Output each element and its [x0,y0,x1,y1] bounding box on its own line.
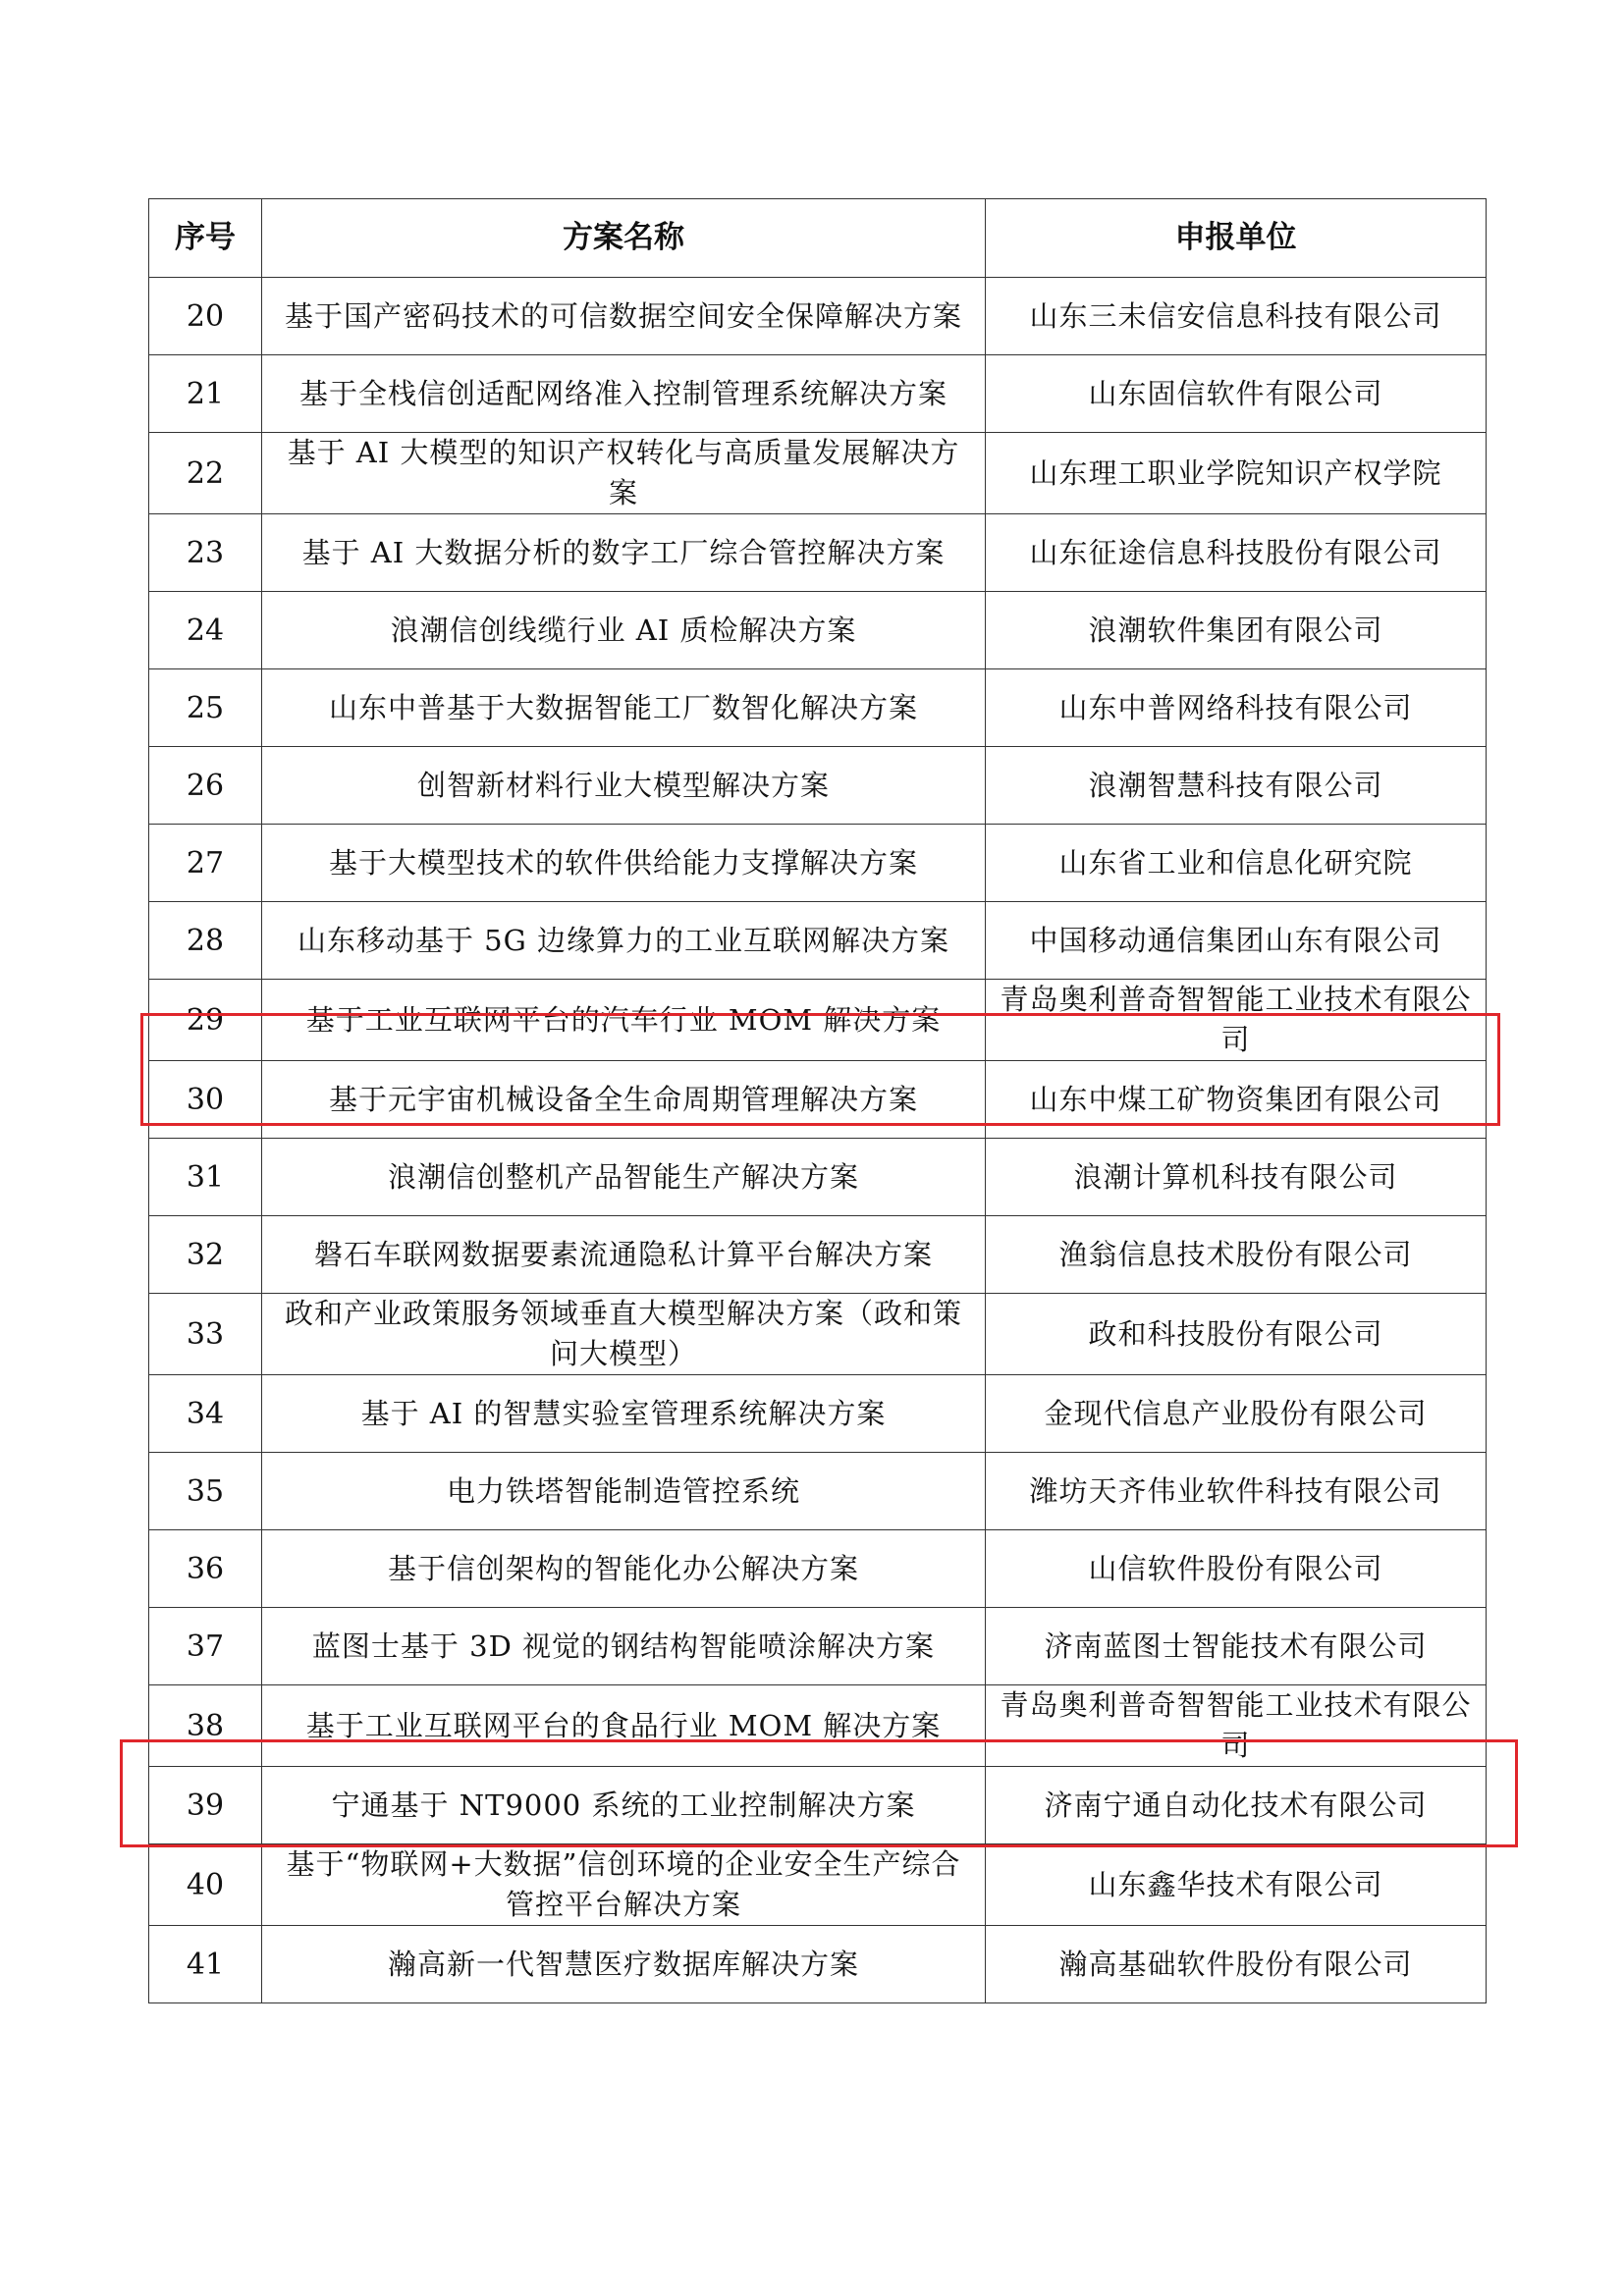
table-row [149,1926,1487,2003]
row-number: 39 [149,1767,262,1844]
row-applicant: 渔翁信息技术股份有限公司 [986,1216,1487,1294]
row-applicant: 瀚高基础软件股份有限公司 [986,1926,1487,2003]
row-solution-name: 基于工业互联网平台的食品行业 MOM 解决方案 [262,1685,986,1767]
table-row [149,433,1487,514]
row-applicant: 中国移动通信集团山东有限公司 [986,902,1487,980]
row-solution-name: 浪潮信创线缆行业 AI 质检解决方案 [262,592,986,669]
table-row [149,1608,1487,1685]
row-number: 40 [149,1844,262,1926]
table-row [149,1139,1487,1216]
row-applicant: 山东三未信安信息科技有限公司 [986,278,1487,355]
row-number: 25 [149,669,262,747]
row-applicant: 济南宁通自动化技术有限公司 [986,1767,1487,1844]
row-number: 28 [149,902,262,980]
row-applicant: 山东省工业和信息化研究院 [986,825,1487,902]
header-applicant: 申报单位 [986,199,1487,278]
row-solution-name: 山东中普基于大数据智能工厂数智化解决方案 [262,669,986,747]
table-row [149,514,1487,592]
row-applicant: 山东理工职业学院知识产权学院 [986,433,1487,514]
header-solution-name: 方案名称 [262,199,986,278]
row-solution-name: 基于 AI 大模型的知识产权转化与高质量发展解决方案 [262,433,986,514]
row-solution-name: 基于元宇宙机械设备全生命周期管理解决方案 [262,1061,986,1139]
table-row [149,1530,1487,1608]
row-solution-name: 基于国产密码技术的可信数据空间安全保障解决方案 [262,278,986,355]
row-solution-name: 基于全栈信创适配网络准入控制管理系统解决方案 [262,355,986,433]
header-number: 序号 [149,199,262,278]
table-row [149,1375,1487,1453]
row-number: 37 [149,1608,262,1685]
row-number: 35 [149,1453,262,1530]
row-solution-name: 基于 AI 大数据分析的数字工厂综合管控解决方案 [262,514,986,592]
row-solution-name: 磐石车联网数据要素流通隐私计算平台解决方案 [262,1216,986,1294]
row-number: 33 [149,1294,262,1375]
row-number: 23 [149,514,262,592]
row-solution-name: 基于“物联网+大数据”信创环境的企业安全生产综合管控平台解决方案 [262,1844,986,1926]
table-header-row [149,199,1487,278]
row-applicant: 山东征途信息科技股份有限公司 [986,514,1487,592]
row-applicant: 浪潮智慧科技有限公司 [986,747,1487,825]
table-row [149,1685,1487,1767]
row-solution-name: 基于工业互联网平台的汽车行业 MOM 解决方案 [262,980,986,1061]
row-number: 30 [149,1061,262,1139]
table-row [149,669,1487,747]
table-row [149,278,1487,355]
table-row [149,1216,1487,1294]
table-row [149,1061,1487,1139]
row-applicant: 山东中煤工矿物资集团有限公司 [986,1061,1487,1139]
row-applicant: 浪潮计算机科技有限公司 [986,1139,1487,1216]
row-number: 24 [149,592,262,669]
row-applicant: 潍坊天齐伟业软件科技有限公司 [986,1453,1487,1530]
row-applicant: 山信软件股份有限公司 [986,1530,1487,1608]
row-number: 20 [149,278,262,355]
row-number: 22 [149,433,262,514]
table-row [149,1453,1487,1530]
row-applicant: 山东中普网络科技有限公司 [986,669,1487,747]
row-applicant: 浪潮软件集团有限公司 [986,592,1487,669]
row-applicant: 金现代信息产业股份有限公司 [986,1375,1487,1453]
row-number: 32 [149,1216,262,1294]
row-number: 36 [149,1530,262,1608]
row-solution-name: 创智新材料行业大模型解决方案 [262,747,986,825]
row-number: 21 [149,355,262,433]
row-number: 29 [149,980,262,1061]
row-solution-name: 电力铁塔智能制造管控系统 [262,1453,986,1530]
row-number: 41 [149,1926,262,2003]
table-row [149,1767,1487,1844]
table-row [149,355,1487,433]
table-row [149,1294,1487,1375]
table-row [149,980,1487,1061]
solutions-table [148,198,1487,2003]
row-number: 26 [149,747,262,825]
row-solution-name: 宁通基于 NT9000 系统的工业控制解决方案 [262,1767,986,1844]
row-number: 38 [149,1685,262,1767]
row-solution-name: 山东移动基于 5G 边缘算力的工业互联网解决方案 [262,902,986,980]
row-applicant: 青岛奥利普奇智智能工业技术有限公司 [986,1685,1487,1767]
row-solution-name: 政和产业政策服务领域垂直大模型解决方案（政和策问大模型） [262,1294,986,1375]
row-applicant: 济南蓝图士智能技术有限公司 [986,1608,1487,1685]
row-number: 31 [149,1139,262,1216]
row-applicant: 政和科技股份有限公司 [986,1294,1487,1375]
row-number: 34 [149,1375,262,1453]
row-solution-name: 基于信创架构的智能化办公解决方案 [262,1530,986,1608]
row-solution-name: 基于 AI 的智慧实验室管理系统解决方案 [262,1375,986,1453]
row-applicant: 青岛奥利普奇智智能工业技术有限公司 [986,980,1487,1061]
row-solution-name: 浪潮信创整机产品智能生产解决方案 [262,1139,986,1216]
table-row [149,902,1487,980]
row-number: 27 [149,825,262,902]
table-row [149,825,1487,902]
row-solution-name: 基于大模型技术的软件供给能力支撑解决方案 [262,825,986,902]
table-row [149,747,1487,825]
row-applicant: 山东固信软件有限公司 [986,355,1487,433]
row-applicant: 山东鑫华技术有限公司 [986,1844,1487,1926]
table-row [149,592,1487,669]
table-row [149,1844,1487,1926]
row-solution-name: 瀚高新一代智慧医疗数据库解决方案 [262,1926,986,2003]
row-solution-name: 蓝图士基于 3D 视觉的钢结构智能喷涂解决方案 [262,1608,986,1685]
